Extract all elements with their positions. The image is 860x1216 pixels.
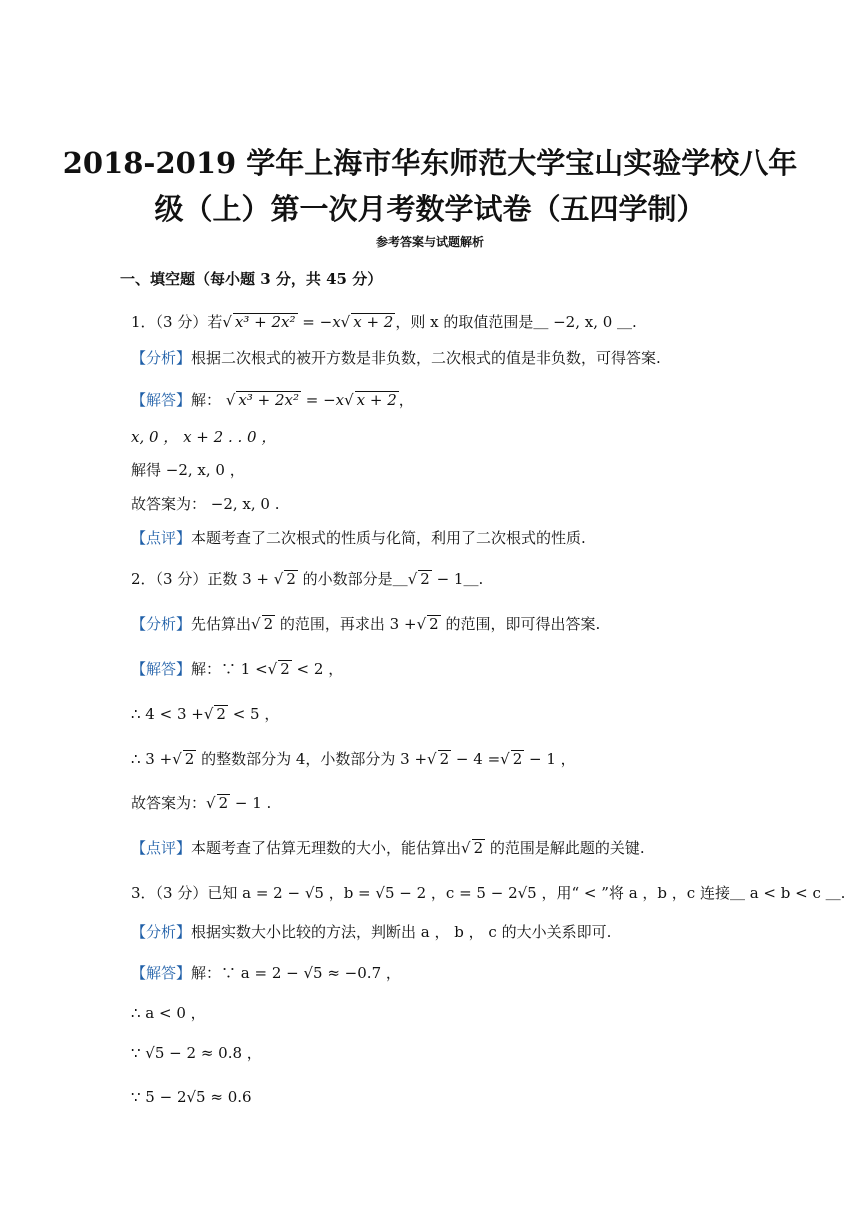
q1-solution-line2: x, 0 ， x + 2 . . 0 ， [131, 428, 277, 446]
q2-solution-line2: ∴ 4 < 3 +√ 2 < 5 ， [131, 705, 280, 723]
q1-solution-line4: 故答案为： −2, x, 0 . [131, 495, 280, 513]
q1-analysis: 【分析】根据二次根式的被开方数是非负数，二次根式的值是非负数，可得答案. [131, 349, 661, 367]
radical-x3-2x2: x³ + 2x² [234, 313, 296, 331]
q2-solution-line4: 故答案为：√ 2 − 1 . [131, 794, 272, 812]
document-title-line1: 2018-2019 学年上海市华东师范大学宝山实验学校八年 [62, 146, 798, 180]
analysis-tag: 【分析】 [131, 349, 192, 367]
q3-solution-line4: ∵ 5 − 2√5 ≈ 0.6 [131, 1088, 252, 1106]
q3-solution-line1: 【解答】解：∵ a = 2 − √5 ≈ −0.7 ， [131, 964, 401, 982]
q2-solution-line3: ∴ 3 +√ 2 的整数部分为 4，小数部分为 3 +√ 2 − 4 =√ 2 − 1 ， [131, 750, 576, 768]
q2-comment: 【点评】本题考查了估算无理数的大小，能估算出√ 2 的范围是解此题的关键. [131, 839, 645, 857]
q2-analysis: 【分析】先估算出√ 2 的范围，再求出 3 +√ 2 的范围，即可得出答案. [131, 615, 601, 633]
document-title-line2: 级（上）第一次月考数学试卷（五四学制） [154, 192, 706, 226]
document-subtitle: 参考答案与试题解析 [375, 235, 484, 249]
q3-solution-line3: ∵ √5 − 2 ≈ 0.8 ， [131, 1044, 262, 1062]
q1-stem: 1．（3 分）若√ x³ + 2x² = −x√ x + 2 ，则 x 的取值范围是＿ −2, x, 0 ＿. [131, 313, 637, 331]
q1-solution-line1: 【解答】解： √ x³ + 2x² = −x√ x + 2 ， [131, 391, 414, 409]
q2-solution-line1: 【解答】解：∵ 1 <√ 2 < 2 ， [131, 660, 344, 678]
section-heading: 一、填空题（每小题 3 分，共 45 分） [120, 270, 383, 288]
q1-comment: 【点评】本题考查了二次根式的性质与化简，利用了二次根式的性质. [131, 529, 586, 547]
q3-solution-line2: ∴ a < 0 ， [131, 1004, 206, 1022]
q3-stem: 3．（3 分）已知 a = 2 − √5 ，b = √5 − 2 ，c = 5 − 2√5 ，用“ < ”将 a ，b ，c 连接＿ a < b < c ＿. [131, 884, 846, 902]
solution-tag: 【解答】 [131, 391, 192, 409]
q1-solution-line3: 解得 −2, x, 0 ， [131, 461, 245, 479]
comment-tag: 【点评】 [131, 529, 192, 547]
q2-stem: 2．（3 分）正数 3 + √ 2 的小数部分是＿√ 2 − 1＿. [131, 570, 484, 588]
q3-analysis: 【分析】根据实数大小比较的方法，判断出 a ， b ， c 的大小关系即可. [131, 923, 612, 941]
